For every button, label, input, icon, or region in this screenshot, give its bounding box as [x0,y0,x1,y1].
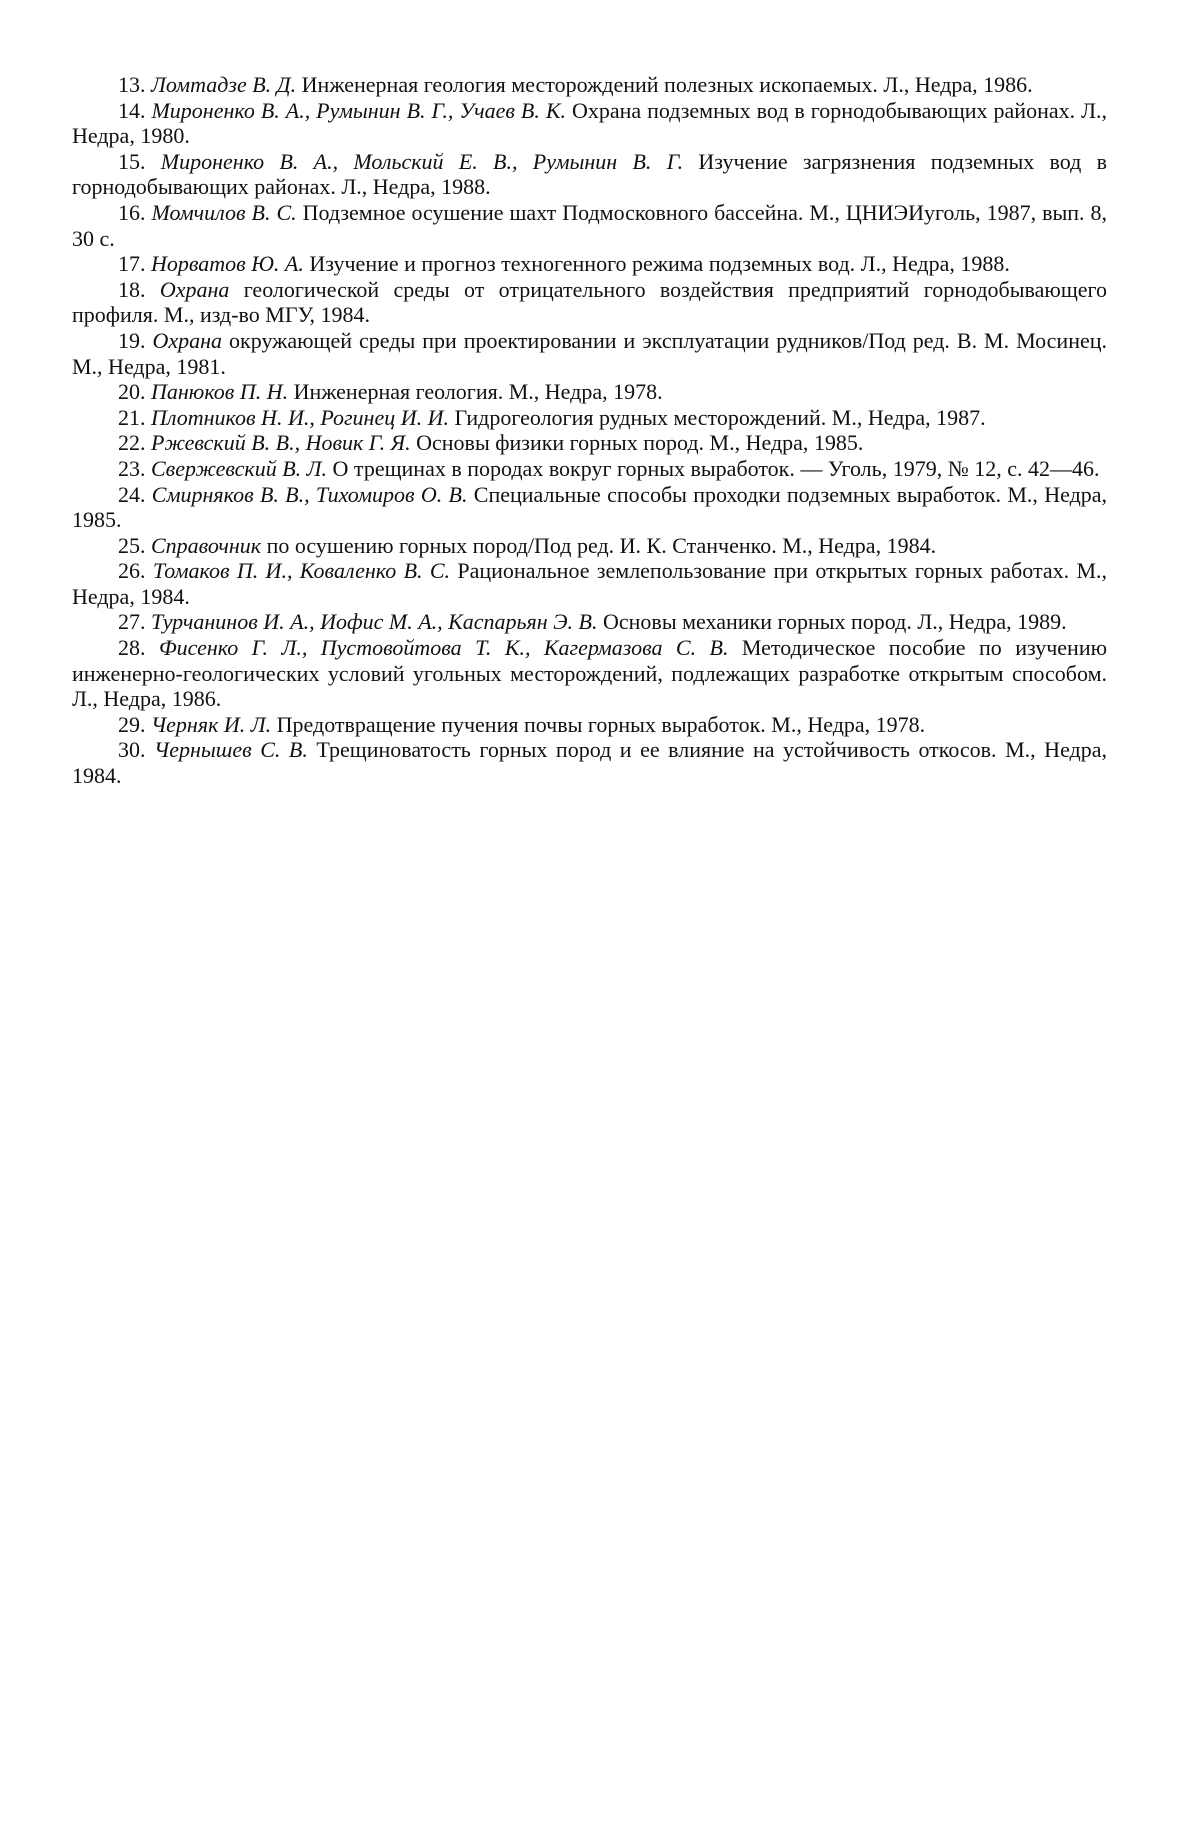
reference-number: 22. [118,430,146,456]
reference-item [72,98,1107,149]
reference-number: 23. [118,455,146,481]
reference-number: 19. [118,327,146,353]
reference-number: 25. [118,532,146,558]
reference-number: 18. [118,276,146,302]
reference-item [72,456,1107,482]
reference-list [72,72,1107,789]
reference-authors: Чернышев С. В. [154,737,308,763]
reference-item [72,277,1107,328]
reference-authors: Томаков П. И., Коваленко В. С. [152,558,451,584]
reference-item [72,533,1107,559]
reference-text: окружающей среды при проектировании и эксплуатации рудников/Под ред. В. М. Мосинец. М., Недра, 1981. [72,327,1108,379]
reference-authors: Мироненко В. А., Мольский Е. В., Румынин В. Г. [160,148,684,174]
reference-text: О трещинах в породах вокруг горных выработок. — Уголь, 1979, № 12, с. 42—46. [332,455,1100,481]
reference-number: 28. [118,635,146,661]
reference-text: Изучение загрязнения подземных вод в горнодобывающих районах. Л., Недра, 1988. [72,148,1108,200]
reference-text: Охрана подземных вод в горнодобывающих районах. Л., Недра, 1980. [72,97,1108,149]
reference-authors: Мироненко В. А., Румынин В. Г., Учаев В. К. [151,97,566,123]
reference-item [72,558,1107,609]
reference-authors: Ломтадзе В. Д. [151,72,297,97]
reference-number: 27. [118,609,146,635]
reference-text: геологической среды от отрицательного воздействия предприятий горнодобывающего профиля. М., изд-во МГУ, 1984. [72,276,1107,328]
reference-number: 13. [118,72,146,97]
reference-text: Основы физики горных пород. М., Недра, 1985. [416,430,864,456]
reference-authors: Черняк И. Л. [151,711,272,737]
reference-item [72,430,1107,456]
reference-item [72,251,1107,277]
reference-text: Гидрогеология рудных месторождений. М., Недра, 1987. [454,404,986,430]
reference-number: 21. [118,404,146,430]
reference-number: 16. [118,199,146,225]
reference-text: Методическое пособие по изучению инженерно-геологических условий угольных месторождений, подлежащих разработке открытым способом. Л., Недра, 1986. [72,635,1108,712]
reference-number: 15. [118,148,146,174]
reference-authors: Панюков П. Н. [151,379,289,405]
reference-number: 29. [118,711,146,737]
reference-item [72,149,1107,200]
reference-item [72,328,1107,379]
reference-authors: Норватов Ю. А. [151,251,304,277]
reference-text: Рациональное землепользование при открытых горных работах. М., Недра, 1984. [72,558,1108,609]
reference-text: Трещиноватость горных пород и ее влияние на устойчивость откосов. М., Недра, 1984. [72,737,1107,789]
reference-title-lead: Охрана [159,276,230,302]
reference-number: 14. [118,97,146,123]
reference-authors: Ржевский В. В., Новик Г. Я. [151,430,411,456]
reference-authors: Момчилов В. С. [151,199,297,225]
reference-authors: Плотников Н. И., Рогинец И. И. [151,404,450,430]
reference-number: 24. [118,481,146,507]
reference-text: Изучение и прогноз техногенного режима подземных вод. Л., Недра, 1988. [309,251,1010,277]
reference-title-lead: Охрана [152,327,223,353]
reference-text: Предотвращение пучения почвы горных выработок. М., Недра, 1978. [276,711,926,737]
reference-number: 20. [118,379,146,405]
reference-text: Основы механики горных пород. Л., Недра, 1989. [603,609,1067,635]
reference-text: Подземное осушение шахт Подмосковного бассейна. М., ЦНИЭИуголь, 1987, вып. 8, 30 с. [72,199,1107,251]
reference-item [72,405,1107,431]
reference-item [72,72,1107,98]
reference-text: по осушению горных пород/Под ред. И. К. Станченко. М., Недра, 1984. [266,532,937,558]
reference-item [72,482,1107,533]
reference-number: 26. [118,558,146,584]
reference-item [72,635,1107,712]
reference-item [72,609,1107,635]
reference-title-lead: Справочник [151,532,262,558]
reference-text: Инженерная геология месторождений полезных ископаемых. Л., Недра, 1986. [301,72,1033,97]
reference-number: 30. [118,737,146,763]
reference-authors: Фисенко Г. Л., Пустовойтова Т. К., Кагермазова С. В. [158,635,729,661]
reference-number: 17. [118,251,146,277]
reference-authors: Свержевский В. Л. [151,455,328,481]
reference-item [72,737,1107,788]
reference-item [72,200,1107,251]
reference-item [72,712,1107,738]
reference-text: Специальные способы проходки подземных выработок. М., Недра, 1985. [72,481,1108,533]
reference-authors: Смирняков В. В., Тихомиров О. В. [151,481,468,507]
reference-item [72,379,1107,405]
reference-authors: Турчанинов И. А., Иофис М. А., Каспарьян Э. В. [151,609,598,635]
reference-text: Инженерная геология. М., Недра, 1978. [293,379,663,405]
